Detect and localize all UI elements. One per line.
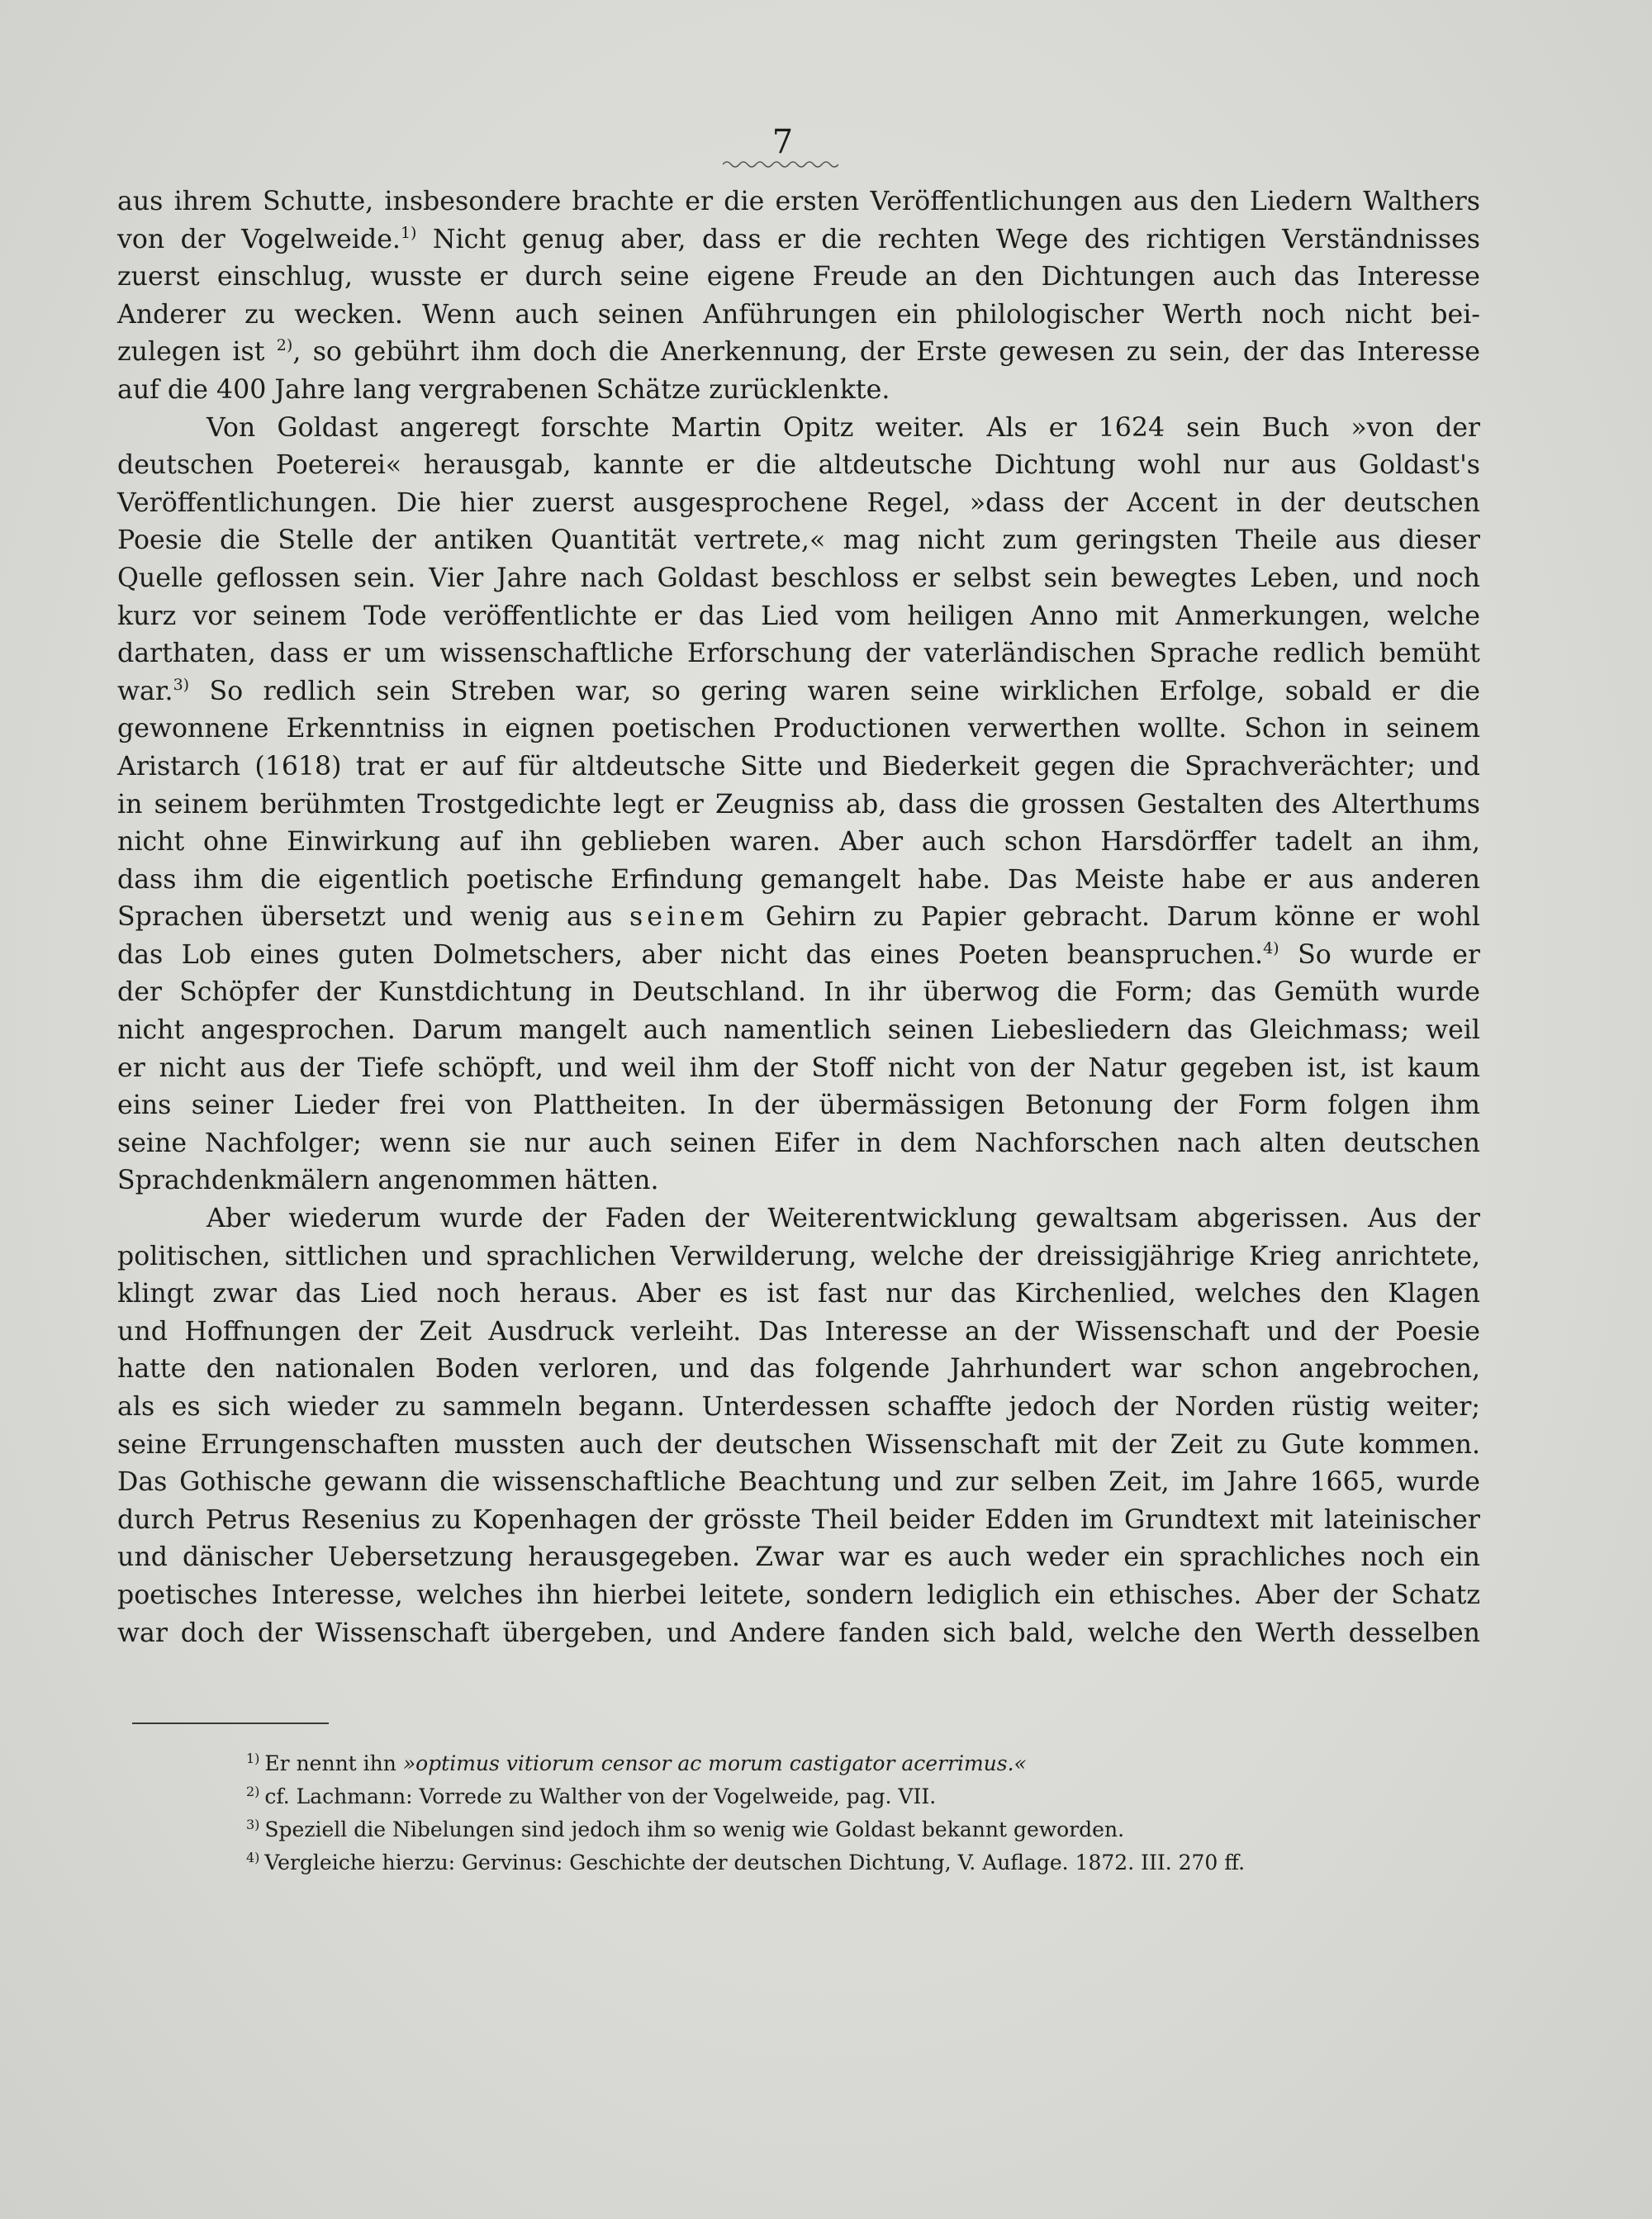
footnote-2: $^{2)}$ cf. Lachmann: Vorrede zu Walther von der Vogelweide, pag. VII. (246, 1784, 937, 1808)
footnote-quote: »optimus vitiorum censor ac morum castigator acerrimus.« (402, 1751, 1027, 1775)
paragraph-2 (117, 410, 1480, 1200)
footnote-ref-1[interactable]: 1) (400, 223, 417, 242)
text-line: war.$^{3)}$ So redlich sein Streben war, so gering waren seine wirklichen Erfolge, sobald er die (117, 675, 1480, 706)
text-line: seine Errungenschaften mussten auch der deutschen Wissenschaft mit der Zeit zu Gute kommen. (117, 1429, 1480, 1460)
text-line: Quelle geflossen sein. Vier Jahre nach Goldast beschloss er selbst sein bewegtes Leben, und noch (117, 563, 1480, 593)
footnote-mark: 4) (246, 1850, 260, 1865)
paragraph-1 (117, 183, 1480, 410)
text-line: und Hoffnungen der Zeit Ausdruck verleiht. Das Interesse an der Wissenschaft und der Poesie (117, 1316, 1480, 1347)
footnote-4: $^{4)}$ Vergleiche hierzu: Gervinus: Geschichte der deutschen Dichtung, V. Auflage. 1872. III. 270 ff. (246, 1850, 1246, 1875)
text-line: darthaten, dass er um wissenschaftliche Erforschung der vaterländischen Sprache redlich bemüht (117, 639, 1480, 669)
text-line: durch Petrus Resenius zu Kopenhagen der grösste Theil beider Edden im Grundtext mit lateinischer (117, 1504, 1480, 1535)
text-line: und dänischer Uebersetzung herausgegeben. Zwar war es auch weder ein sprachliches noch ein (117, 1542, 1480, 1573)
text-line: Anderer zu wecken. Wenn auch seinen Anführungen ein philologischer Werth noch nicht bei- (117, 299, 1480, 330)
text-line: dass ihm die eigentlich poetische Erfindung gemangelt habe. Das Meiste habe er aus anderen (117, 864, 1480, 895)
text-line: nicht ohne Einwirkung auf ihn geblieben waren. Aber auch schon Harsdörffer tadelt an ihm, (117, 827, 1480, 858)
text-line: Aber wiederum wurde der Faden der Weiterentwicklung gewaltsam abgerissen. Aus der (206, 1204, 1480, 1234)
emphasis-spaced: seinem (629, 902, 749, 933)
paragraph-3 (117, 1200, 1480, 1652)
footnotes (246, 1747, 1452, 1879)
text-line: eins seiner Lieder frei von Plattheiten. In der übermässigen Betonung der Form folgen ihm (117, 1090, 1480, 1121)
text-line: nicht angesprochen. Darum mangelt auch namentlich seinen Liebesliedern das Gleichmass; weil (117, 1015, 1480, 1046)
footnote-1: $^{1)}$ Er nennt ihn »optimus vitiorum censor ac morum castigator acerrimus.« (246, 1751, 1027, 1775)
text-line: seine Nachfolger; wenn sie nur auch seinen Eifer in dem Nachforschen nach alten deutschen (117, 1128, 1480, 1158)
text-line: das Lob eines guten Dolmetschers, aber nicht das eines Poeten beanspruchen.$^{4)}$ So wurde er (117, 938, 1480, 970)
text-line: politischen, sittlichen und sprachlichen Verwilderung, welche der dreissigjährige Krieg anrichtete, (117, 1241, 1480, 1271)
footnote-divider (132, 1722, 329, 1724)
body-text (117, 183, 1480, 1652)
text-line: hatte den nationalen Boden verloren, und das folgende Jahrhundert war schon angebrochen, (117, 1354, 1480, 1385)
footnote-mark: 1) (246, 1751, 260, 1766)
page-number-ornament (723, 159, 838, 169)
text-line: der Schöpfer der Kunstdichtung in Deutschland. In ihr überwog die Form; das Gemüth wurde (117, 977, 1480, 1008)
text-line: er nicht aus der Tiefe schöpft, und weil ihm der Stoff nicht von der Natur gegeben ist, ist kaum (117, 1052, 1480, 1083)
text-line: klingt zwar das Lied noch heraus. Aber es ist fast nur das Kirchenlied, welches den Klagen (117, 1279, 1480, 1309)
text-line: Veröffentlichungen. Die hier zuerst ausgesprochene Regel, »dass der Accent in der deutschen (117, 487, 1480, 518)
footnote-mark: 3) (246, 1817, 260, 1832)
text-line: zulegen ist $^{2)}$, so gebührt ihm doch die Anerkennung, der Erste gewesen zu sein, der das Interesse (117, 336, 1480, 368)
text-line: poetisches Interesse, welches ihn hierbei leitete, sondern lediglich ein ethisches. Aber der Schatz (117, 1580, 1480, 1610)
text-line: aus ihrem Schutte, insbesondere brachte er die ersten Veröffentlichungen aus den Liedern Walthers (117, 187, 1480, 216)
footnote-ref-3[interactable]: 3) (173, 675, 190, 694)
text-line: Sprachdenkmälern angenommen hätten. (117, 1166, 659, 1196)
footnote-mark: 2) (246, 1784, 260, 1799)
text-line: gewonnene Erkenntniss in eignen poetischen Productionen verwerthen wollte. Schon in seinem (117, 714, 1480, 744)
text-line: zuerst einschlug, wusste er durch seine eigene Freude an den Dichtungen auch das Interesse (117, 262, 1480, 292)
text-line: Aristarch (1618) trat er auf für altdeutsche Sitte und Biederkeit gegen die Sprachverächter; und (117, 751, 1480, 782)
footnote-ref-4[interactable]: 4) (1263, 938, 1279, 957)
footnote-ref-2[interactable]: 2) (276, 336, 293, 355)
text-line: kurz vor seinem Tode veröffentlichte er das Lied vom heiligen Anno mit Anmerkungen, welche (117, 601, 1480, 631)
text-line: in seinem berühmten Trostgedichte legt er Zeugniss ab, dass die grossen Gestalten des Alterthums (117, 789, 1480, 820)
page-number: 7 (771, 123, 794, 161)
text-line: deutschen Poeterei« herausgab, kannte er die altdeutsche Dichtung wohl nur aus Goldast's (117, 450, 1480, 481)
text-line: Poesie die Stelle der antiken Quantität vertrete,« mag nicht zum geringsten Theile aus dieser (117, 525, 1480, 556)
text-line: Das Gothische gewann die wissenschaftliche Beachtung und zur selben Zeit, im Jahre 1665, wurde (117, 1467, 1480, 1498)
text-line: Von Goldast angeregt forschte Martin Opitz weiter. Als er 1624 sein Buch »von der (206, 412, 1480, 443)
footnote-3: $^{3)}$ Speziell die Nibelungen sind jedoch ihm so wenig wie Goldast bekannt geworden. (246, 1817, 1125, 1841)
text-line: Sprachen übersetzt und wenig aus seinem Gehirn zu Papier gebracht. Darum könne er wohl (117, 902, 1480, 933)
text-line: von der Vogelweide.$^{1)}$ Nicht genug aber, dass er die rechten Wege des richtigen Verständnisses (117, 223, 1480, 254)
text-line: als es sich wieder zu sammeln begann. Unterdessen schaffte jedoch der Norden rüstig weiter; (117, 1392, 1480, 1422)
text-line: war doch der Wissenschaft übergeben, und Andere fanden sich bald, welche den Werth desselben (117, 1618, 1480, 1648)
text-line: auf die 400 Jahre lang vergrabenen Schätze zurücklenkte. (117, 374, 890, 405)
